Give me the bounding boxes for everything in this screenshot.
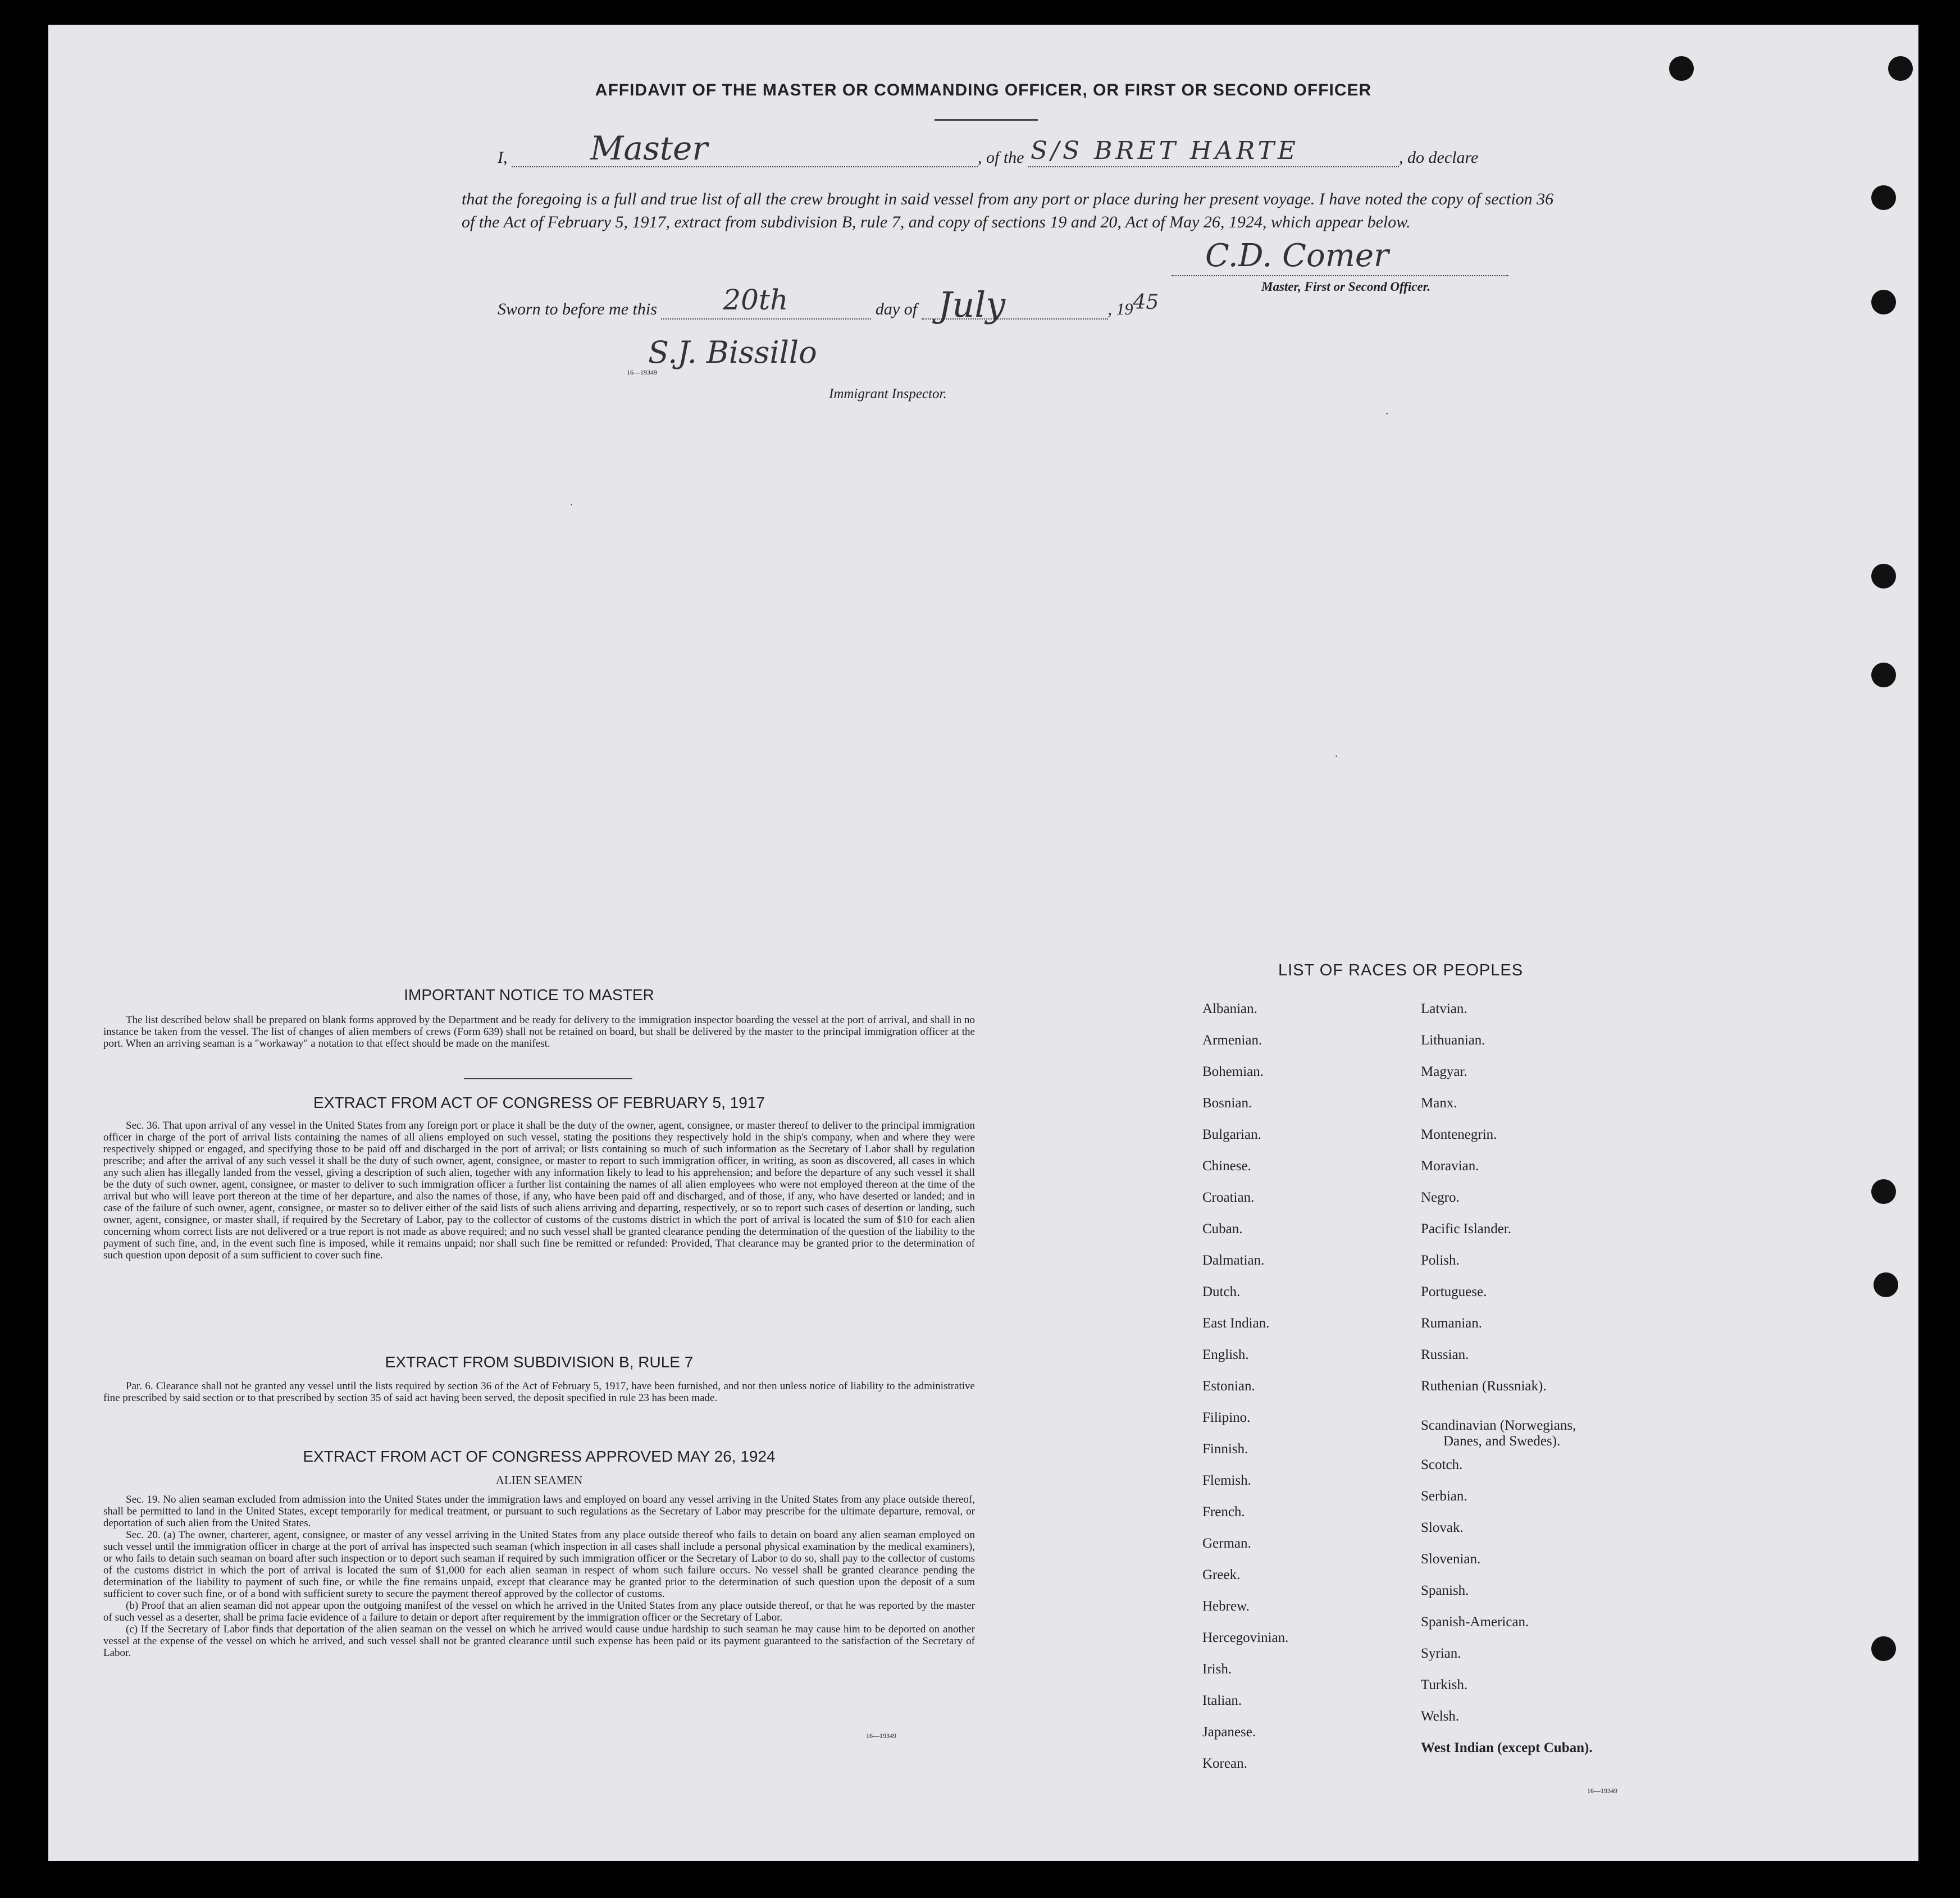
extract-form-number: 16—19349	[866, 1732, 896, 1740]
of-the-label: , of the	[978, 148, 1024, 167]
race-item: Moravian.	[1421, 1158, 1479, 1174]
race-item: Latvian.	[1421, 1001, 1467, 1016]
race-item: Armenian.	[1202, 1033, 1262, 1048]
race-item: Estonian.	[1202, 1379, 1255, 1394]
extract-rule7-text	[103, 1380, 975, 1404]
section-20b-paragraph: (b) Proof that an alien seaman did not appear upon the outgoing manifest of the vessel on which he arrived in the United States from any place outside thereof, or that he was reported by the master of such vessel as a deserter, shall be prima facie evidence of a failure to detain or deport after requirement by the immigration officer or the Secretary of Labor.	[103, 1600, 975, 1623]
section-20c-paragraph: (c) If the Secretary of Labor finds that deportation of the alien seaman on the vessel on which he arrived would cause undue hardship to such seaman he may cause him to be deported on another vessel at the expense of the vessel on which he arrived, and such vessel shall not be granted clearance until such expense has been paid or its payment guaranteed to the satisfaction of the Secretary of Labor.	[103, 1623, 975, 1659]
affidavit-title: AFFIDAVIT OF THE MASTER OR COMMANDING OFFICER, OR FIRST OR SECOND OFFICER	[595, 81, 1372, 99]
race-item: Bosnian.	[1202, 1096, 1252, 1111]
race-item: Danes, and Swedes).	[1443, 1434, 1561, 1449]
race-item: Slovak.	[1421, 1520, 1464, 1535]
race-item: Bulgarian.	[1202, 1127, 1261, 1142]
race-item: Spanish-American.	[1421, 1614, 1529, 1630]
race-item: Polish.	[1421, 1253, 1460, 1268]
year-prefix: , 19	[1107, 300, 1133, 318]
master-signature-block	[1149, 234, 1542, 294]
race-item: Negro.	[1421, 1190, 1460, 1205]
race-item: Flemish.	[1202, 1473, 1251, 1488]
show-through-mark: ·	[569, 498, 574, 512]
inspector-signature: S.J. Bissillo	[648, 335, 817, 370]
sworn-month-handwritten: July	[938, 284, 1006, 325]
race-item: German.	[1202, 1536, 1251, 1551]
extract-1917-text	[103, 1120, 975, 1261]
affidavit-form-number: 16—19349	[627, 368, 657, 376]
inspector-signature-block	[621, 332, 1025, 402]
extract-rule7-paragraph: Par. 6. Clearance shall not be granted any vessel until the lists required by section 36 of the Act of February 5, 1917, have been furnished, and not then unless notice of liability to the administrative fine prescribed by said section or to that prescribed by section 35 of said act having been served, the deposit specified in rule 23 has been made.	[103, 1380, 975, 1404]
binder-hole-5	[1871, 564, 1896, 588]
extract-1917-paragraph: Sec. 36. That upon arrival of any vessel in the United States from any foreign port or place it shall be the duty of the owner, agent, consignee, or master thereof to deliver to the principal immigration officer in charge of the port of arrival lists containing the names of all aliens employed on such vessel, stating the positions they respectively hold in the ship's company, when and where they were respectively shipped or engaged, and specifying those to be paid off and discharged in the port of arrival; or lists containing so much of such information as the Secretary of Labor shall by regulation prescribe; and after the arrival of any such vessel it shall be the duty of such owner, agent, consignee, or master to report to such immigration officer, in writing, as soon as discovered, all cases in which any such alien has illegally landed from the vessel, giving a description of such alien, together with any information likely to lead to his apprehension; and before the departure of any such vessel it shall be the duty of such owner, agent, consignee, or master to deliver to such immigration officer a further list containing the names of all alien employees who were not employed thereon at the time of the arrival but who will leave port thereon at the time of her departure, and also the names of those, if any, who have been paid off and discharged, and of those, if any, who have deserted or landed; and in case of the failure of such owner, agent, consignee, or master so to deliver either of the said lists of such aliens arriving and departing, respectively, or so to report such cases of desertion or landing, such owner, agent, consignee, or master shall, if required by the Secretary of Labor, pay to the collector of customs of the customs district in which the port of arrival is located the sum of $10 for each alien concerning whom correct lists are not delivered or a true report is not made as above required; and no such vessel shall be granted clearance pending the determination of the question of the liability to the payment of such fine, and, in the event such fine is imposed, while it remains unpaid; nor shall such fine be remitted or refunded: Provided, That clearance may be granted prior to the determination of such question upon deposit of a sum sufficient to cover such fine.	[103, 1120, 975, 1261]
race-item: Spanish.	[1421, 1583, 1469, 1598]
alien-seamen-subtitle: ALIEN SEAMEN	[495, 1473, 583, 1487]
race-item: Cuban.	[1202, 1221, 1243, 1237]
race-item: Greek.	[1202, 1567, 1241, 1582]
race-item: Italian.	[1202, 1693, 1242, 1708]
sworn-line	[498, 284, 1159, 325]
master-signature-line	[1172, 234, 1508, 276]
binder-hole-4	[1871, 290, 1896, 314]
binder-hole-8	[1874, 1272, 1898, 1297]
race-item: Croatian.	[1202, 1190, 1255, 1205]
races-left-column	[1202, 1001, 1288, 1787]
race-item: East Indian.	[1202, 1316, 1270, 1331]
title-divider	[935, 119, 1038, 121]
show-through-mark: ·	[1385, 407, 1389, 421]
notice-paragraph: The list described below shall be prepared on blank forms approved by the Department and be ready for delivery to the immigration inspector boarding the vessel at the port of arrival, and shall in no instance be taken from the vessel. The list of changes of alien members of crews (Form 639) shall not be retained on board, but shall be delivered by the master to the principal immigration officer at the port. When an arriving seaman is a "workaway" a notation to that effect should be made on the manifest.	[103, 1014, 975, 1050]
year-handwritten: 45	[1133, 291, 1159, 314]
binder-hole-2	[1888, 56, 1913, 81]
officer-title-field	[512, 129, 978, 167]
vessel-name-handwritten: S/S BRET HARTE	[1031, 136, 1299, 165]
i-label: I,	[498, 148, 508, 167]
binder-hole-1	[1669, 56, 1694, 81]
race-item: Hercegovinian.	[1202, 1630, 1289, 1645]
extract-1924-title: EXTRACT FROM ACT OF CONGRESS APPROVED MAY 26, 1924	[303, 1448, 776, 1465]
binder-hole-6	[1871, 663, 1896, 687]
extract-1924-text	[103, 1494, 975, 1659]
race-item: Korean.	[1202, 1756, 1247, 1771]
officer-title-handwritten: Master	[590, 129, 708, 167]
binder-hole-7	[1871, 1179, 1896, 1204]
race-item: Dalmatian.	[1202, 1253, 1265, 1268]
inspector-label: Immigrant Inspector.	[829, 386, 947, 402]
race-item: Serbian.	[1421, 1489, 1467, 1504]
extract-rule7-title: EXTRACT FROM SUBDIVISION B, RULE 7	[385, 1353, 694, 1371]
sworn-month-field	[922, 284, 1108, 325]
sworn-day-field	[661, 284, 871, 320]
race-item: Albanian.	[1202, 1001, 1257, 1016]
race-item: Scandinavian (Norwegians,	[1421, 1418, 1576, 1433]
notice-divider	[464, 1078, 632, 1079]
race-item: Russian.	[1421, 1347, 1469, 1362]
extract-1917-title: EXTRACT FROM ACT OF CONGRESS OF FEBRUARY 5, 1917	[313, 1094, 765, 1111]
master-label: Master, First or Second Officer.	[1261, 280, 1431, 294]
master-signature: C.D. Comer	[1205, 238, 1389, 274]
section-19-paragraph: Sec. 19. No alien seaman excluded from admission into the United States under the immigration laws and employed on board any vessel arriving in the United States from any place outside thereof, shall be permitted to land in the United States, except temporarily for medical treatment, or pursuant to such regulations as the Secretary of Labor may prescribe for the ultimate departure, removal, or deportation of such alien from the United States.	[103, 1494, 975, 1529]
race-item: Portuguese.	[1421, 1284, 1487, 1299]
races-form-number: 16—19349	[1587, 1787, 1617, 1795]
day-of-label: day of	[875, 300, 918, 318]
races-title: LIST OF RACES OR PEOPLES	[1278, 961, 1524, 979]
race-item: Bohemian.	[1202, 1064, 1264, 1079]
binder-hole-9	[1871, 1636, 1896, 1661]
notice-text	[103, 1014, 975, 1050]
race-item: Ruthenian (Russniak).	[1421, 1379, 1547, 1394]
do-declare-label: , do declare	[1399, 148, 1479, 167]
declaration-line	[498, 129, 1479, 167]
race-item: West Indian (except Cuban).	[1421, 1740, 1593, 1755]
section-20a-paragraph: Sec. 20. (a) The owner, charterer, agent, consignee, or master of any vessel arriving in the United States from any place outside thereof who fails to detain on board any alien seaman employed on such vessel until the immigration officer in charge at the port of arrival has inspected such seaman (which inspection in all cases shall include a personal physical examination by the medical examiners), or who fails to detain such seaman on board after such inspection or to deport such seaman if required by such immigration officer or the Secretary of Labor to do so, shall pay to the collector of customs of the customs district in which the port of arrival is located the sum of $1,000 for each alien seaman in respect of whom such failure occurs. No vessel shall be granted clearance pending the determination of the liability to payment of such fine, or while the fine remains unpaid, except that clearance may be granted prior to the determination of such question upon the deposit of a sum sufficient to cover such fine, or of a bond with sufficient surety to secure the payment thereof approved by the collector of customs.	[103, 1529, 975, 1600]
binder-hole-3	[1871, 185, 1896, 210]
notice-title: IMPORTANT NOTICE TO MASTER	[404, 986, 654, 1003]
race-item: Dutch.	[1202, 1284, 1241, 1299]
race-item: Manx.	[1421, 1096, 1457, 1111]
race-item: Turkish.	[1421, 1677, 1468, 1692]
race-item: French.	[1202, 1504, 1245, 1520]
show-through-mark: ·	[1334, 749, 1339, 763]
race-item: Rumanian.	[1421, 1316, 1483, 1331]
races-right-column	[1421, 1001, 1593, 1771]
race-item: Irish.	[1202, 1662, 1232, 1677]
race-item: Montenegrin.	[1421, 1127, 1497, 1142]
race-item: Syrian.	[1421, 1646, 1461, 1661]
race-item: Finnish.	[1202, 1441, 1248, 1457]
affidavit-body: that the foregoing is a full and true list of all the crew brought in said vessel from any port or place during her present voyage. I have noted the copy of section 36 of the Act of February 5, 1917, extract from subdivision B, rule 7, and copy of sections 19 and 20, Act of May 26, 1924, which appear below.	[462, 190, 1554, 231]
race-item: Hebrew.	[1202, 1599, 1250, 1614]
race-item: Japanese.	[1202, 1724, 1256, 1740]
vessel-name-field	[1028, 136, 1399, 167]
race-item: Magyar.	[1421, 1064, 1467, 1079]
race-item: Welsh.	[1421, 1709, 1460, 1724]
sworn-label: Sworn to before me this	[498, 300, 657, 318]
race-item: Lithuanian.	[1421, 1033, 1485, 1048]
race-item: Pacific Islander.	[1421, 1221, 1512, 1237]
race-item: Filipino.	[1202, 1410, 1251, 1425]
race-item: Slovenian.	[1421, 1552, 1481, 1567]
race-item: English.	[1202, 1347, 1249, 1362]
sworn-day-handwritten: 20th	[723, 284, 788, 316]
document-page	[48, 25, 1918, 1861]
race-item: Scotch.	[1421, 1457, 1463, 1472]
race-item: Chinese.	[1202, 1158, 1251, 1174]
